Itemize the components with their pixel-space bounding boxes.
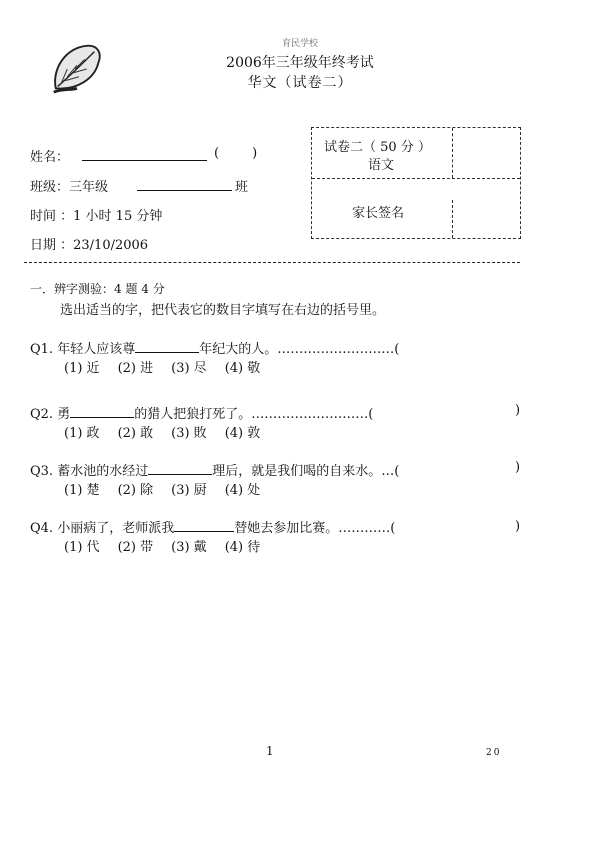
option: (4) 敬 (224, 361, 261, 376)
option: (4) 处 (224, 483, 261, 498)
exam-title: 2006年三年级年终考试 (226, 55, 374, 71)
parent-signature-label: 家长签名 (352, 206, 405, 221)
question-text-after: 年纪大的人。………………………( (199, 342, 400, 357)
question-3-options (64, 479, 278, 498)
paper-subject: 语文 (368, 158, 395, 173)
option: (2) 带 (117, 540, 154, 555)
question-id: Q1. (30, 342, 54, 357)
question-2-close-paren: ) (515, 403, 521, 418)
corner-number: 20 (486, 748, 502, 758)
question-text-before: 小丽病了，老师派我 (57, 521, 175, 536)
answer-blank[interactable] (148, 462, 212, 475)
option: (2) 除 (117, 483, 154, 498)
answer-blank[interactable] (135, 340, 199, 353)
question-4-close-paren: ) (515, 519, 521, 534)
date-label: 日期 ：23/10/2006 (30, 238, 149, 253)
question-1-options (64, 357, 278, 376)
class-blank[interactable] (137, 190, 232, 191)
option: (4) 待 (224, 540, 261, 555)
question-text-after: 替她去参加比赛。…………( (234, 521, 396, 536)
name-paren: ( ) (214, 146, 258, 161)
class-suffix: 班 (235, 180, 249, 195)
section-instruction: 选出适当的字，把代表它的数目字填写在右边的括号里。 (60, 303, 386, 318)
option: (1) 楚 (64, 483, 100, 498)
option: (2) 进 (117, 361, 154, 376)
option: (1) 代 (64, 540, 100, 555)
option: (2) 敢 (117, 426, 154, 441)
question-2 (30, 403, 373, 422)
question-text-before: 年轻人应该尊 (57, 342, 136, 357)
option: (3) 戴 (171, 540, 207, 555)
name-blank[interactable] (82, 160, 207, 161)
signature-divider (452, 200, 453, 238)
score-box-divider (452, 128, 453, 178)
question-id: Q3. (30, 464, 54, 479)
question-text-after: 的猎人把狼打死了。………………………( (134, 407, 374, 422)
school-name: 育民学校 (281, 39, 318, 49)
question-text-before: 蓄水池的水经过 (57, 464, 149, 479)
option: (1) 政 (64, 426, 100, 441)
answer-blank[interactable] (174, 519, 234, 532)
section-title: 一．辨字测验：4 题 4 分 (30, 282, 165, 296)
option: (4) 敦 (224, 426, 261, 441)
question-text-before: 勇 (57, 407, 71, 422)
option: (3) 尽 (171, 361, 207, 376)
time-label: 时间 ：1 小时 15 分钟 (30, 209, 163, 224)
question-4-options (64, 536, 278, 555)
question-3 (30, 460, 399, 479)
question-2-options (64, 422, 278, 441)
section-divider (24, 262, 520, 263)
option: (3) 敗 (171, 426, 207, 441)
question-id: Q4. (30, 521, 54, 536)
option: (3) 厨 (171, 483, 207, 498)
option: (1) 近 (64, 361, 100, 376)
score-box-hdivider (312, 178, 520, 179)
class-label: 班级：三年级 (30, 180, 109, 195)
question-3-close-paren: ) (515, 460, 521, 475)
question-4 (30, 517, 395, 536)
question-text-after: 理后，就是我们喝的自来水。…( (212, 464, 400, 479)
exam-subject: 华文（试卷二） (247, 75, 353, 91)
paper-label: 试卷二（ 50 分 ） (324, 140, 431, 155)
answer-blank[interactable] (70, 405, 134, 418)
name-label: 姓名： (30, 150, 70, 165)
score-box (311, 127, 521, 239)
question-id: Q2. (30, 407, 54, 422)
question-1 (30, 338, 399, 357)
page-number: 1 (266, 744, 274, 758)
